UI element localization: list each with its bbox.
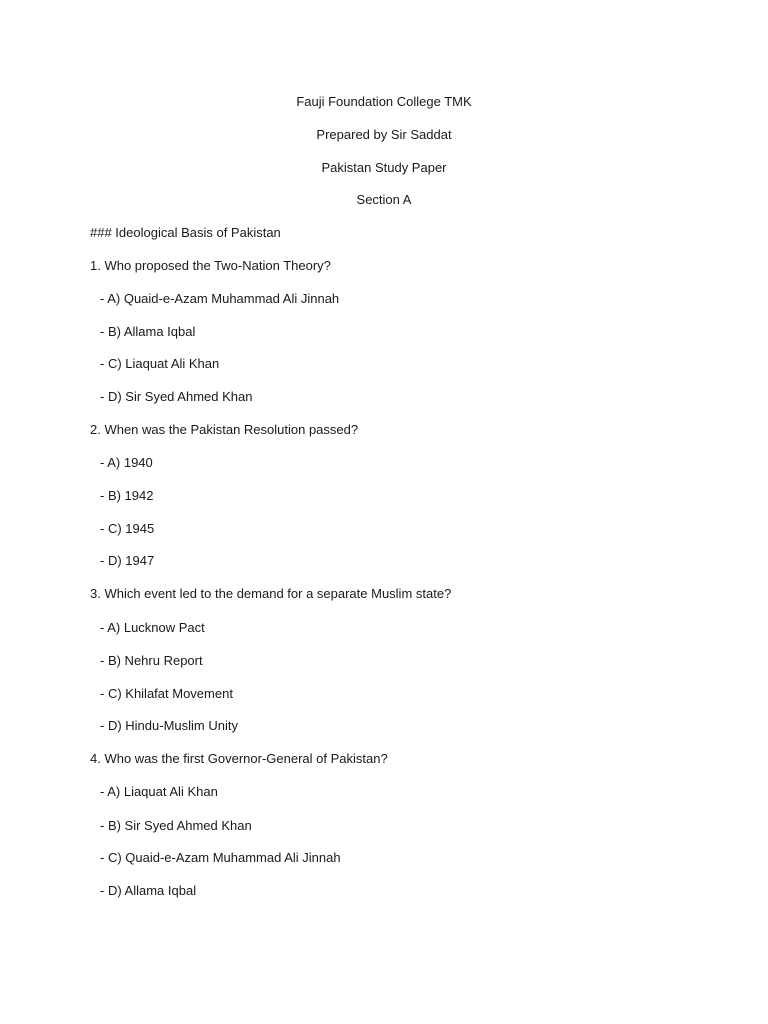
question-2-option-d: - D) 1947 — [100, 553, 155, 568]
question-3: 3. Which event led to the demand for a separate Muslim state? — [90, 586, 452, 601]
topic-heading: ### Ideological Basis of Pakistan — [90, 225, 281, 240]
question-3-option-a: - A) Lucknow Pact — [100, 620, 205, 635]
question-2-option-a: - A) 1940 — [100, 455, 153, 470]
question-4-option-a: - A) Liaquat Ali Khan — [100, 784, 218, 799]
college-name: Fauji Foundation College TMK — [296, 94, 472, 109]
question-4-option-c: - C) Quaid-e-Azam Muhammad Ali Jinnah — [100, 850, 341, 865]
question-2: 2. When was the Pakistan Resolution passed? — [90, 422, 359, 437]
question-4: 4. Who was the first Governor-General of Pakistan? — [90, 751, 388, 766]
question-1-option-b: - B) Allama Iqbal — [100, 324, 196, 339]
question-4-option-b: - B) Sir Syed Ahmed Khan — [100, 818, 252, 833]
question-1-option-c: - C) Liaquat Ali Khan — [100, 356, 220, 371]
question-2-option-c: - C) 1945 — [100, 521, 155, 536]
question-3-option-b: - B) Nehru Report — [100, 653, 203, 668]
question-1-option-a: - A) Quaid-e-Azam Muhammad Ali Jinnah — [100, 291, 340, 306]
question-1-option-d: - D) Sir Syed Ahmed Khan — [100, 389, 253, 404]
paper-title: Pakistan Study Paper — [321, 160, 447, 175]
question-2-option-b: - B) 1942 — [100, 488, 154, 503]
section-title: Section A — [356, 192, 412, 207]
question-3-option-d: - D) Hindu-Muslim Unity — [100, 718, 238, 733]
prepared-by: Prepared by Sir Saddat — [316, 127, 452, 142]
question-4-option-d: - D) Allama Iqbal — [100, 883, 197, 898]
question-1: 1. Who proposed the Two-Nation Theory? — [90, 258, 331, 273]
question-3-option-c: - C) Khilafat Movement — [100, 686, 233, 701]
